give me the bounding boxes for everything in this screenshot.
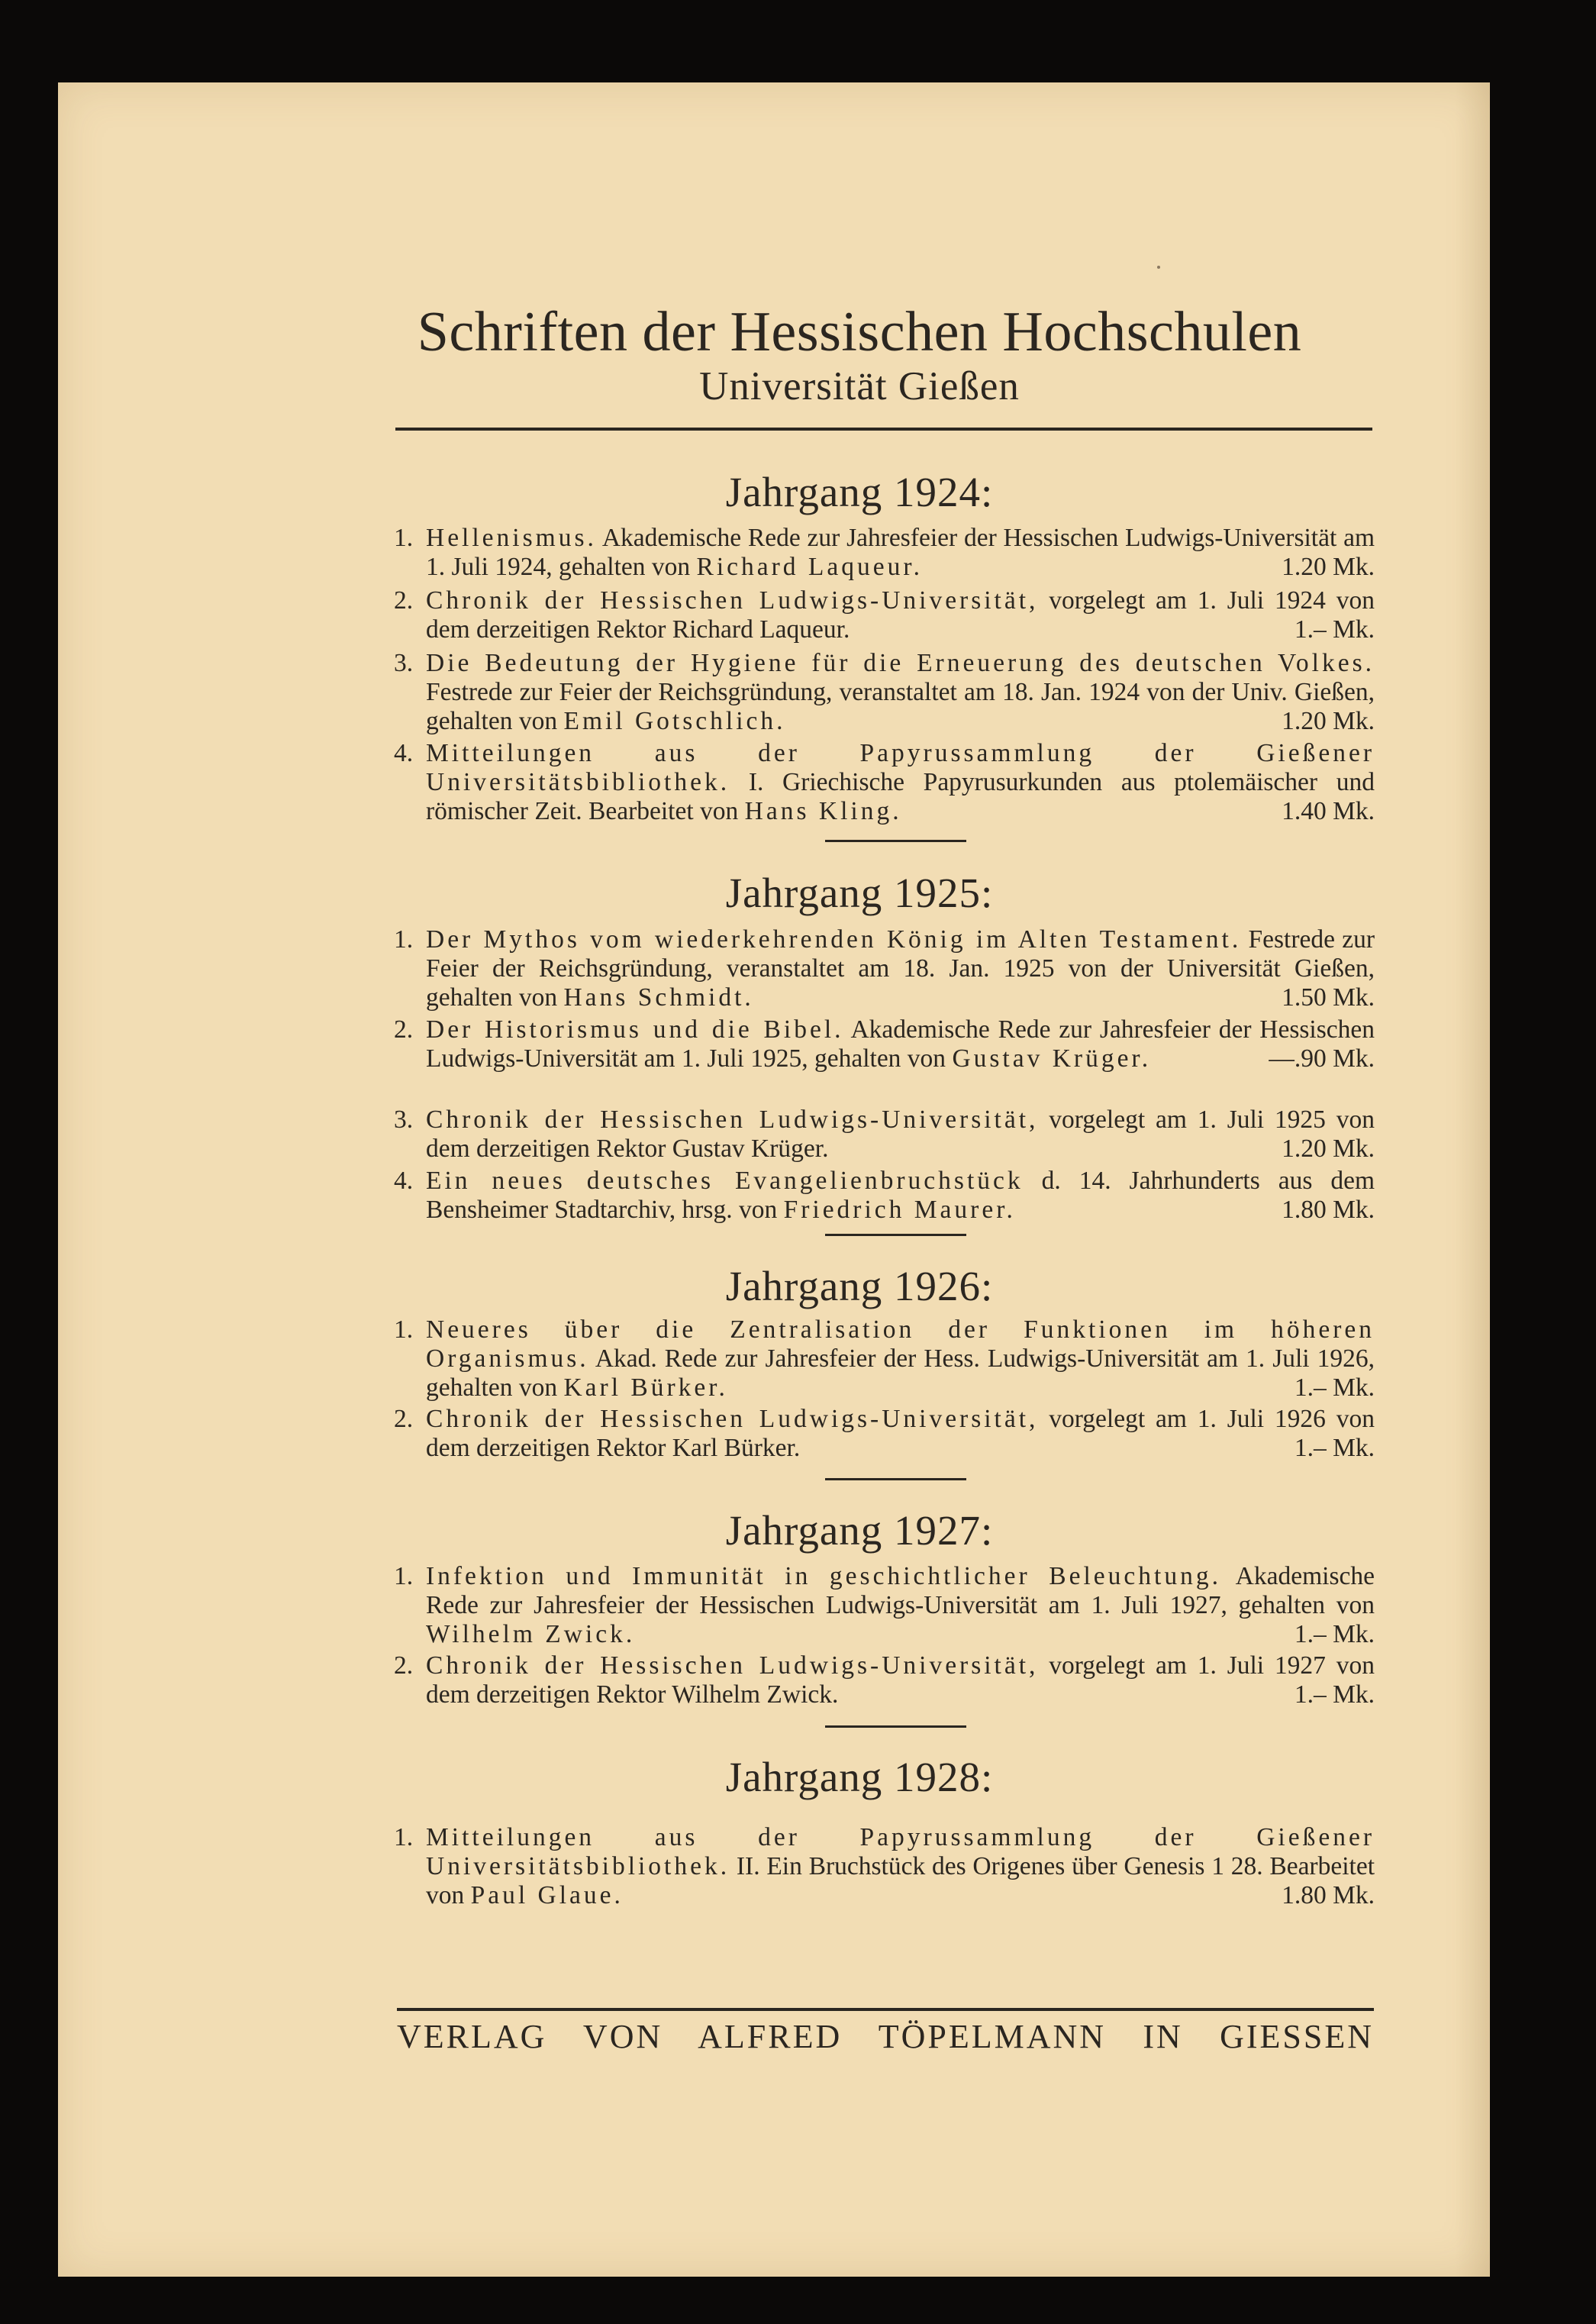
item-price: 1.20 Mk.	[1282, 1135, 1375, 1163]
item-lead: Mitteilungen aus der Papyrussammlung der Gießener Universitätsbibliothek.	[426, 1823, 1375, 1880]
item-lead: Ein neues deutsches Evangelienbruchstück	[426, 1167, 1024, 1195]
item-author: Gustav Krüger.	[952, 1044, 1152, 1073]
item-text: vorgelegt am 1. Juli 1926 von dem derzeitigen Rektor Karl Bürker.	[426, 1405, 1375, 1462]
item-number: 4.	[394, 739, 414, 767]
item-number: 4.	[394, 1167, 414, 1195]
item-author: Paul Glaue.	[470, 1881, 624, 1909]
list-item	[394, 739, 1375, 826]
year-heading-1928: Jahrgang 1928:	[725, 1754, 994, 1800]
item-author: Hans Schmidt.	[563, 983, 754, 1012]
item-text: vorgelegt am 1. Juli 1927 von dem derzeitigen Rektor Wilhelm Zwick.	[426, 1651, 1375, 1709]
item-author: Friedrich Maurer.	[783, 1196, 1016, 1224]
item-author: Karl Bürker.	[563, 1373, 728, 1402]
list-item	[394, 1651, 1375, 1709]
item-author: Richard Laqueur.	[696, 553, 924, 581]
item-lead: Neueres über die Zentralisation der Funktionen im höheren Organismus.	[426, 1315, 1375, 1373]
header-rule	[395, 428, 1372, 431]
list-item	[394, 1015, 1375, 1073]
item-lead: Chronik der Hessischen Ludwigs-Universität,	[426, 1106, 1039, 1134]
item-text: Akademische Rede zur Jahresfeier der Hessischen Ludwigs-Universität am 1. Juli 1924, gehalten von	[426, 524, 1375, 581]
document-page	[58, 82, 1490, 2277]
item-lead: Die Bedeutung der Hygiene für die Erneuerung des deutschen Volkes.	[426, 649, 1375, 677]
item-number: 1.	[394, 925, 414, 954]
list-item	[394, 1823, 1375, 1910]
list-item	[394, 1315, 1375, 1402]
item-price: 1.80 Mk.	[1282, 1881, 1375, 1909]
list-item	[394, 649, 1375, 736]
item-text: II. Ein Bruchstück des Origenes über Genesis 1 28. Bearbeitet von	[426, 1852, 1375, 1909]
item-lead: Infektion und Immunität in geschichtlicher Beleuchtung.	[426, 1562, 1221, 1590]
year-heading-1927: Jahrgang 1927:	[725, 1507, 994, 1554]
item-number: 2.	[394, 586, 414, 615]
item-price: 1.– Mk.	[1294, 1434, 1375, 1462]
item-text: vorgelegt am 1. Juli 1925 von dem derzeitigen Rektor Gustav Krüger.	[426, 1106, 1375, 1163]
item-lead: Der Mythos vom wiederkehrenden König im Alten Testament.	[426, 925, 1242, 954]
item-text: Akademische Rede zur Jahresfeier der Hessischen Ludwigs-Universität am 1. Juli 1927, gehalten von	[426, 1562, 1375, 1619]
item-text: vorgelegt am 1. Juli 1924 von dem derzeitigen Rektor Richard Laqueur.	[426, 586, 1375, 644]
section-divider	[825, 1478, 966, 1480]
item-text: Festrede zur Feier der Reichsgründung, veranstaltet am 18. Jan. 1924 von der Univ. Gießen, gehalten von	[426, 678, 1375, 735]
item-number: 3.	[394, 649, 414, 677]
list-item	[394, 1405, 1375, 1463]
item-price: 1.50 Mk.	[1282, 983, 1375, 1012]
item-author: Emil Gotschlich.	[563, 707, 786, 735]
publisher-imprint: VERLAG VON ALFRED TÖPELMANN IN GIESSEN	[397, 2018, 1374, 2055]
item-number: 1.	[394, 1562, 414, 1590]
item-price: 1.– Mk.	[1294, 1373, 1375, 1402]
section-divider	[825, 1725, 966, 1728]
list-item	[394, 1562, 1375, 1649]
item-lead: Der Historismus und die Bibel.	[426, 1015, 844, 1044]
item-text: I. Griechische Papyrusurkunden aus ptolemäischer und römischer Zeit. Bearbeitet von	[426, 768, 1375, 825]
item-price: 1.20 Mk.	[1282, 707, 1375, 735]
university-subtitle: Universität Gießen	[699, 364, 1020, 408]
item-price: —.90 Mk.	[1269, 1044, 1375, 1073]
item-text: d. 14. Jahrhunderts aus dem Bensheimer Stadtarchiv, hrsg. von	[426, 1167, 1375, 1224]
footer-rule	[397, 2008, 1374, 2011]
item-number: 2.	[394, 1405, 414, 1433]
series-title: Schriften der Hessischen Hochschulen	[417, 301, 1302, 363]
page-edge-shadow	[1455, 82, 1490, 2277]
list-item	[394, 925, 1375, 1012]
item-lead: Chronik der Hessischen Ludwigs-Universität,	[426, 586, 1039, 615]
item-price: 1.40 Mk.	[1282, 797, 1375, 825]
list-item	[394, 1106, 1375, 1164]
item-text: Festrede zur Feier der Reichsgründung, veranstaltet am 18. Jan. 1925 von der Universität Gießen, gehalten von	[426, 925, 1375, 1012]
item-price: 1.20 Mk.	[1282, 553, 1375, 581]
item-author: Hans Kling.	[744, 797, 902, 825]
list-item	[394, 1167, 1375, 1225]
item-lead: Mitteilungen aus der Papyrussammlung der Gießener Universitätsbibliothek.	[426, 739, 1375, 796]
item-number: 3.	[394, 1106, 414, 1134]
item-price: 1.– Mk.	[1294, 1620, 1375, 1648]
item-price: 1.– Mk.	[1294, 1680, 1375, 1709]
item-number: 2.	[394, 1015, 414, 1044]
item-price: 1.80 Mk.	[1282, 1196, 1375, 1224]
item-price: 1.– Mk.	[1294, 615, 1375, 644]
year-heading-1925: Jahrgang 1925:	[725, 870, 994, 916]
item-number: 1.	[394, 524, 414, 552]
list-item	[394, 586, 1375, 644]
section-divider	[825, 1234, 966, 1236]
item-number: 1.	[394, 1315, 414, 1344]
item-lead: Chronik der Hessischen Ludwigs-Universität,	[426, 1405, 1039, 1433]
year-heading-1926: Jahrgang 1926:	[725, 1263, 994, 1309]
item-lead: Hellenismus.	[426, 524, 597, 552]
item-author: Wilhelm Zwick.	[426, 1620, 636, 1648]
section-divider	[825, 840, 966, 842]
list-item	[394, 524, 1375, 582]
paper-speck	[1157, 266, 1160, 269]
item-lead: Chronik der Hessischen Ludwigs-Universität,	[426, 1651, 1039, 1680]
item-number: 1.	[394, 1823, 414, 1851]
year-heading-1924: Jahrgang 1924:	[725, 469, 994, 515]
item-text: Akad. Rede zur Jahresfeier der Hess. Ludwigs-Universität am 1. Juli 1926, gehalten von	[426, 1344, 1375, 1402]
item-number: 2.	[394, 1651, 414, 1680]
item-text: Akademische Rede zur Jahresfeier der Hessischen Ludwigs-Universität am 1. Juli 1925, gehalten von	[426, 1015, 1375, 1073]
